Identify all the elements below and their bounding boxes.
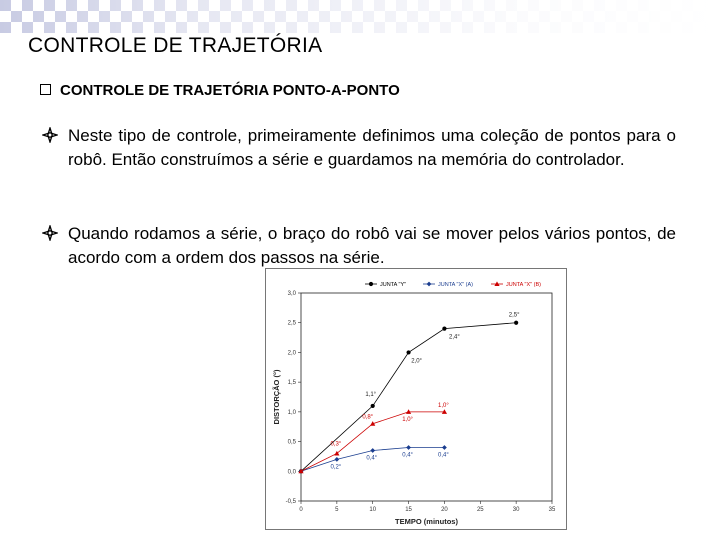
slide-title: CONTROLE DE TRAJETÓRIA [28, 34, 323, 57]
data-label: 0,4° [366, 455, 378, 462]
data-label: 2,4° [449, 334, 460, 341]
y-tick-label: 0,5 [287, 439, 296, 446]
data-label: 1,0° [402, 416, 413, 423]
bullet-text: Neste tipo de controle, primeiramente definimos uma coleção de pontos para o robô. Então construímos a série e guardamos na memória do controlador. [68, 126, 676, 169]
data-point [371, 404, 375, 408]
x-tick-label: 0 [299, 507, 303, 513]
data-label: 0,8° [362, 414, 374, 421]
y-axis-label: DISTORÇÃO (°) [272, 369, 281, 425]
subheading [40, 82, 400, 99]
y-tick-label: -0,5 [285, 499, 296, 505]
bullet-item [42, 124, 676, 172]
x-tick-label: 20 [441, 507, 448, 513]
x-tick-label: 35 [548, 507, 556, 513]
header-decoration [0, 0, 720, 34]
x-axis-label: TEMPO (minutos) [395, 517, 458, 526]
y-tick-label: 3,0 [287, 291, 296, 297]
y-tick-label: 1,5 [287, 380, 296, 387]
y-tick-label: 0,0 [287, 469, 296, 476]
diamond-bullet-icon [42, 127, 58, 143]
x-tick-label: 15 [405, 507, 412, 513]
diamond-bullet-icon [42, 225, 58, 241]
data-label: 1,0° [438, 402, 449, 409]
data-point [442, 327, 446, 331]
data-label: 2,0° [411, 358, 422, 365]
bullet-item [42, 222, 676, 270]
data-label: 2,5° [508, 312, 520, 319]
data-label: 0,4° [402, 452, 413, 459]
data-point [369, 282, 373, 286]
subheading-text: CONTROLE DE TRAJETÓRIA PONTO-A-PONTO [60, 82, 400, 99]
y-tick-label: 1,0 [287, 409, 296, 416]
data-point [406, 350, 410, 354]
y-tick-label: 2,0 [287, 350, 296, 357]
data-label: 0,4° [438, 452, 449, 459]
data-label: 0,3° [330, 441, 342, 448]
x-tick-label: 25 [476, 507, 484, 513]
data-point [514, 321, 518, 325]
data-label: 1,1° [365, 391, 377, 398]
x-tick-label: 5 [335, 507, 339, 513]
y-tick-label: 2,5 [287, 320, 296, 327]
legend-label: JUNTA "X" (A) [438, 282, 473, 288]
data-label: 0,2° [330, 464, 342, 471]
bullet-text: Quando rodamos a série, o braço do robô vai se mover pelos vários pontos, de acordo com a ordem dos passos na série. [68, 224, 676, 267]
checkbox-square-icon [40, 84, 51, 95]
chart-frame [266, 269, 567, 530]
distortion-chart [265, 268, 567, 530]
legend-label: JUNTA "X" (B) [506, 282, 541, 288]
x-tick-label: 10 [369, 507, 377, 513]
x-tick-label: 30 [512, 507, 520, 513]
legend-label: JUNTA "Y" [380, 282, 407, 288]
